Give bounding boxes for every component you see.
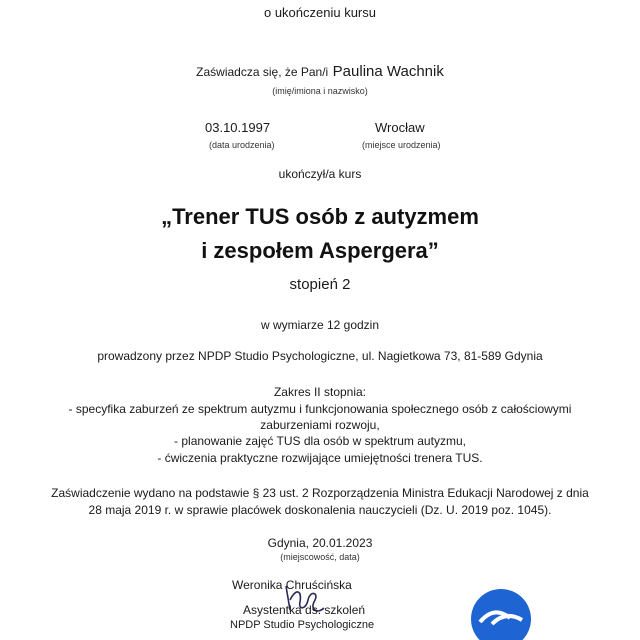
birth-place: Wrocław	[375, 120, 425, 135]
legal-basis-line1: Zaświadczenie wydano na podstawie § 23 ust. 2 Rozporządzenia Ministra Edukacji Narodowej z dnia	[51, 486, 589, 500]
signatory-name: Weronika Chruścińska	[232, 578, 352, 592]
birth-place-caption: (miejsce urodzenia)	[362, 140, 441, 150]
scope-line: - specyfika zaburzeń ze spektrum autyzmu i funkcjonowania społecznego osób z całościowymi	[68, 402, 572, 416]
course-title-line1: „Trener TUS osób z autyzmem	[161, 204, 479, 229]
course-title-line2: i zespołem Aspergera”	[201, 238, 439, 263]
completed-text: ukończył/a kurs	[278, 167, 362, 181]
issue-caption: (miejscowość, data)	[280, 552, 360, 562]
scope-line: zaburzeniami rozwoju,	[260, 418, 380, 432]
scope-line: - planowanie zajęć TUS dla osób w spektrum autyzmu,	[174, 434, 466, 448]
scope-line: - ćwiczenia praktyczne rozwijające umiejętności trenera TUS.	[157, 451, 483, 465]
signatory-role: Asystentka ds. szkoleń	[243, 603, 366, 617]
legal-basis-line2: 28 maja 2019 r. w sprawie placówek doskonalenia nauczycieli (Dz. U. 2019 poz. 1045).	[88, 503, 552, 517]
person-name: Paulina Wachnik	[332, 63, 444, 80]
certify-line	[0, 63, 640, 81]
certify-prefix: Zaświadcza się, że Pan/i	[196, 65, 329, 79]
birth-date: 03.10.1997	[205, 120, 271, 135]
course-organizer: prowadzony przez NPDP Studio Psychologiczne, ul. Nagietkowa 73, 81-589 Gdynia	[97, 349, 543, 363]
name-caption: (imię/imiona i nazwisko)	[272, 86, 368, 96]
course-hours: w wymiarze 12 godzin	[260, 318, 380, 332]
birth-date-caption: (data urodzenia)	[209, 140, 275, 150]
organization-logo	[470, 588, 532, 640]
signatory-org: NPDP Studio Psychologiczne	[230, 619, 375, 631]
certificate-subtitle: o ukończeniu kursu	[263, 5, 376, 20]
course-level: stopień 2	[289, 276, 351, 293]
issue-place-date: Gdynia, 20.01.2023	[267, 536, 373, 550]
scope-heading: Zakres II stopnia:	[273, 385, 367, 399]
